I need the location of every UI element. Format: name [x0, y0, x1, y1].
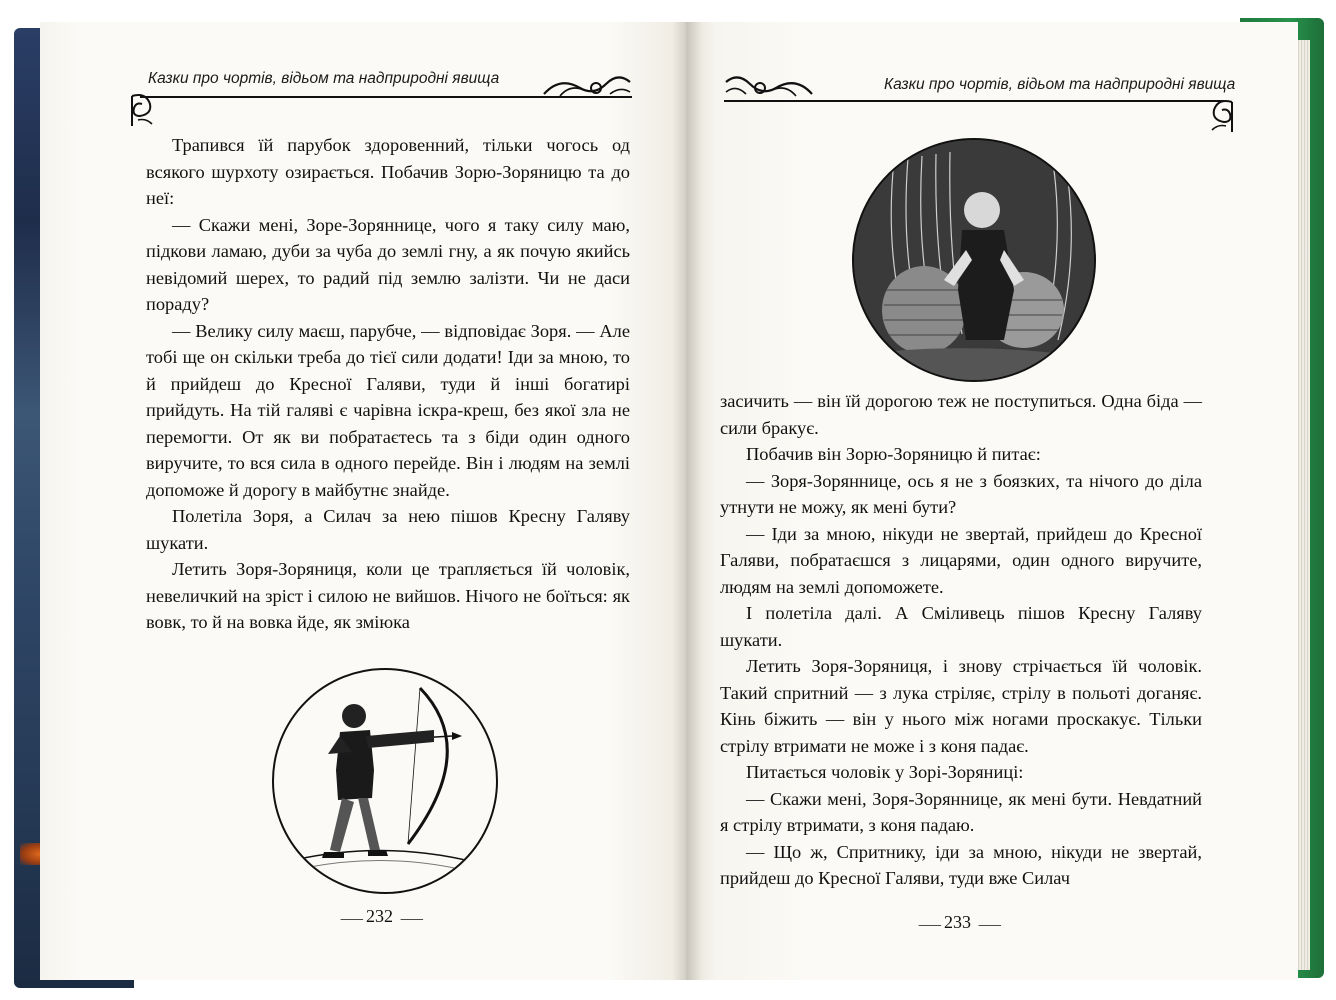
paragraph: засичить — він їй дорогою теж не поступиться. Одна біда — сили бракує. — [720, 391, 1202, 438]
swash-right-icon: ⸺ — [400, 912, 424, 927]
flourish-ornament-icon — [720, 68, 816, 104]
paragraph: Трапився їй парубок здоровенний, тільки чогось од всякого шурхоту озирається. Побачив Зорю-Зоряницю та до неї: — [146, 135, 630, 208]
right-running-header: Казки про чортів, відьом та надприродні явища — [884, 76, 1236, 93]
paragraph: Полетіла Зоря, а Силач за нею пішов Кресну Галяву шукати. — [146, 506, 630, 553]
page-number-left: 232 — [366, 906, 393, 926]
swash-left-icon: ⸺ — [918, 918, 942, 933]
flourish-ornament-icon — [540, 68, 636, 104]
corner-ornament-icon — [128, 90, 178, 130]
right-header-rule — [724, 100, 1224, 102]
page-edges — [1296, 40, 1310, 970]
swash-left-icon: ⸺ — [340, 912, 364, 927]
page-number-right: 233 — [944, 912, 971, 932]
left-running-header: Казки про чортів, відьом та надприродні явища — [148, 70, 500, 87]
paragraph: — Скажи мені, Зоря-Зоряннице, як мені бути. Невдатний я стрілу втримати, з коня падаю. — [720, 788, 1202, 835]
paragraph: Летить Зоря-Зоряниця, і знову стрічається їй чоловік. Такий спритний — з лука стріляє, стрілу в польоті доганяє. Кінь біжить — він у нього між ногами проскакує. Тільки стрілу втримати не може і з коня падає. — [720, 656, 1202, 756]
basket-weaver-illustration — [852, 138, 1096, 382]
book-spine — [672, 22, 702, 980]
archer-illustration — [272, 668, 498, 894]
paragraph: — Іди за мною, нікуди не звертай, прийдеш до Кресної Галяви, побратаєшся з лицарями, один одного виручите, людям на землі допоможете. — [720, 523, 1202, 597]
corner-ornament-icon — [1186, 96, 1236, 136]
swash-right-icon: ⸺ — [978, 918, 1002, 933]
paragraph: — Велику силу маєш, парубче, — відповідає Зоря. — Але тобі ще он скільки треба до тієї сили додати! Іди за мною, то й прийдеш до Кресної Галяви, туди й інші богатирі прийдуть. На тій галяві є чарівна іскра-креш, без якої зла не перемогти. От як ви побратаєтесь та з біди один одного виручите, то вся сила в одного перейде. Він і людям на землі допоможе й дорогу в майбутнє знайде. — [146, 320, 630, 500]
paragraph: — Скажи мені, Зоре-Зоряннице, чого я таку силу маю, підкови ламаю, дуби за чуба до землі гну, а як почую якийсь невідомий шерех, то радий під землю залізти. Чи не даси пораду? — [146, 214, 630, 314]
paragraph: Летить Зоря-Зоряниця, коли це трапляється їй чоловік, невеличкий на зріст і силою не вийшов. Нічого не боїться: як вовк, то й на вовка йде, як змiюка — [146, 559, 630, 632]
paragraph: Побачив він Зорю-Зоряницю й питає: — [746, 444, 1041, 464]
left-body-text — [146, 132, 630, 636]
paragraph: — Що ж, Спритнику, іди за мною, нікуди не звертай, прийдеш до Кресної Галяви, туди вже Силач — [720, 841, 1202, 888]
paragraph: І полетіла далі. А Сміливець пішов Кресну Галяву шукати. — [720, 603, 1202, 650]
paragraph: — Зоря-Зоряннице, ось я не з боязких, та нічого до діла утнути не можу, як мені бути? — [720, 470, 1202, 517]
paragraph: Питається чоловік у Зорі-Зоряниці: — [746, 762, 1024, 782]
right-body-text — [720, 388, 1202, 892]
